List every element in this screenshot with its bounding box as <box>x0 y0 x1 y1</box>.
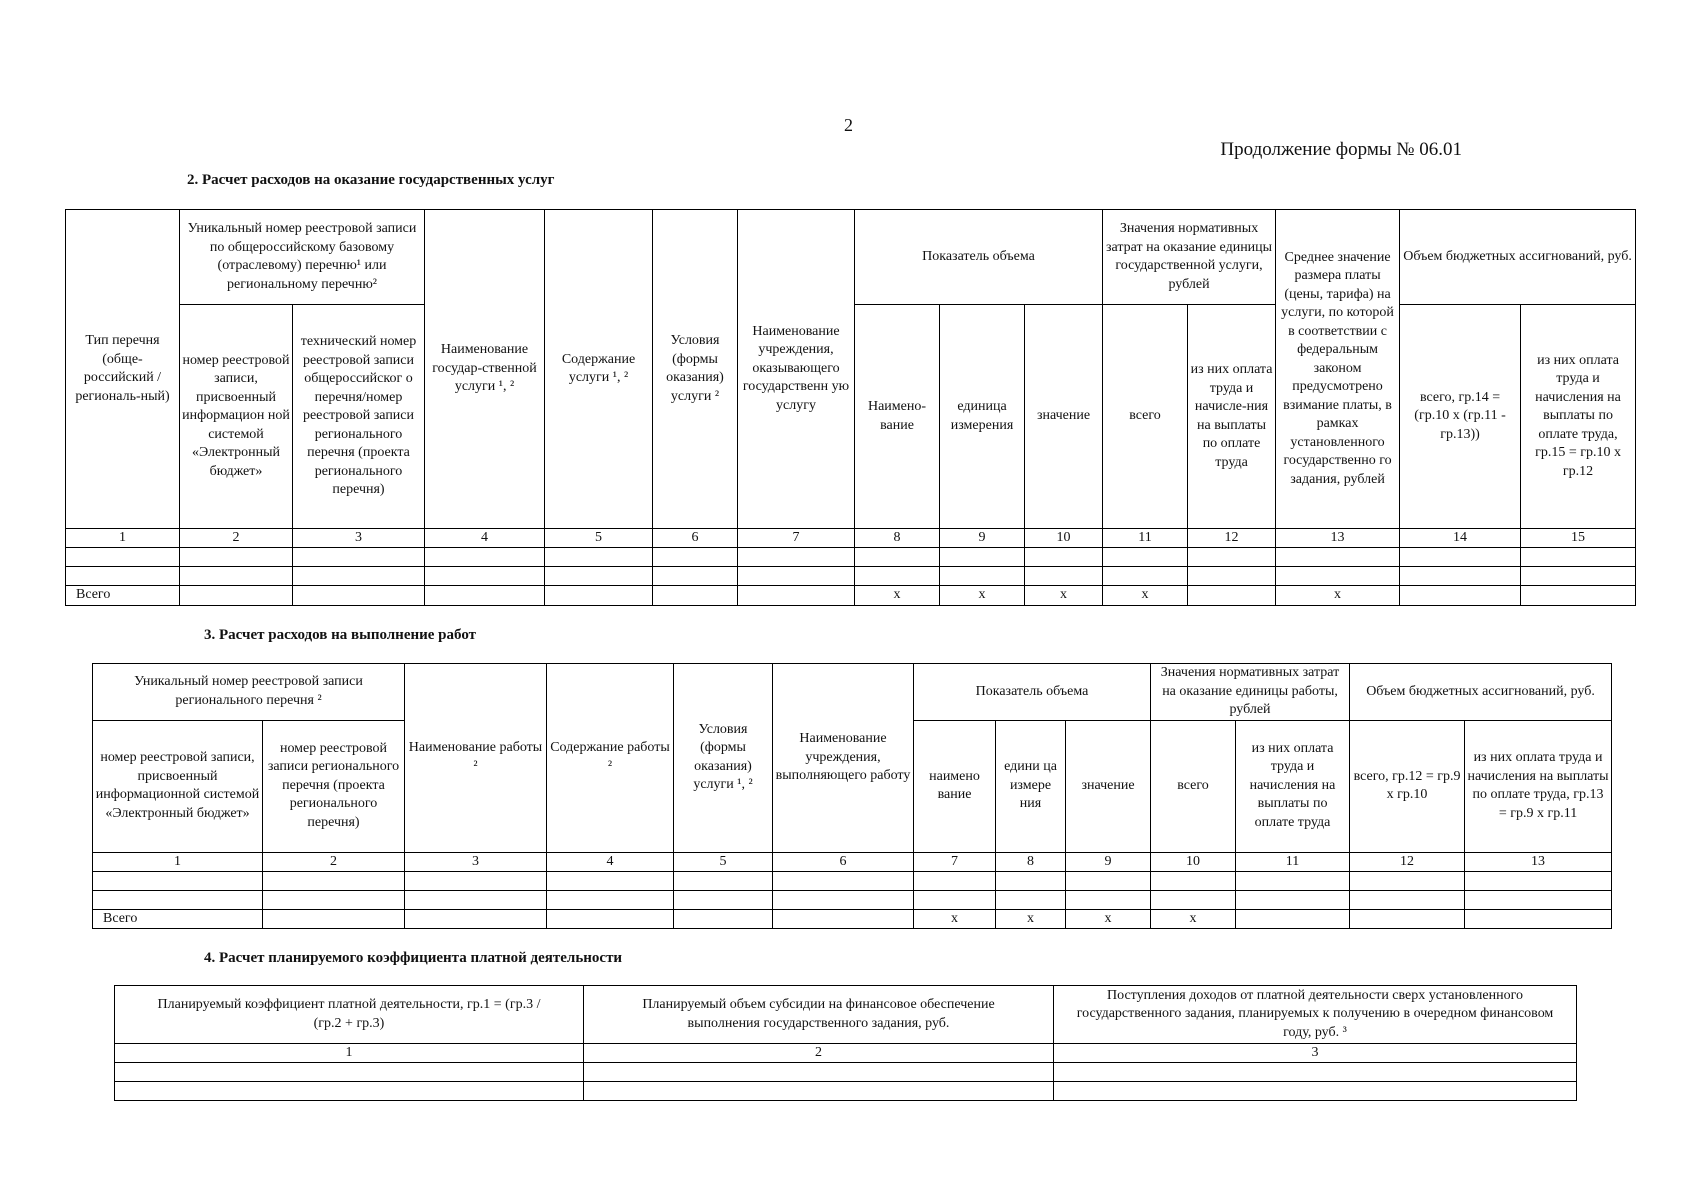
column-number: 1 <box>66 529 180 548</box>
column-number: 12 <box>1188 529 1276 548</box>
header-registry-number: номер реестровой записи, присвоенный информацион ной системой «Электронный бюджет» <box>180 305 293 529</box>
section-2-title: 2. Расчет расходов на оказание государственных услуг <box>187 172 555 188</box>
table-row <box>93 890 1612 909</box>
header-service-conditions: Условия (формы оказания) услуги ² <box>653 210 738 529</box>
column-number: 2 <box>263 852 405 871</box>
column-number: 8 <box>996 852 1066 871</box>
column-number: 3 <box>405 852 547 871</box>
header-indicator-unit: единица измерения <box>940 305 1025 529</box>
table-row <box>93 871 1612 890</box>
column-number: 9 <box>1066 852 1151 871</box>
header-work-content: Содержание работы ² <box>547 664 674 853</box>
header-budget-labor: из них оплата труда и начисления на выплаты по оплате труда, гр.15 = гр.10 x гр.12 <box>1521 305 1636 529</box>
header-costs-labor: из них оплата труда и начисле-ния на выплаты по оплате труда <box>1188 305 1276 529</box>
table-row <box>115 1063 1577 1082</box>
header-indicator-name: наимено вание <box>914 720 996 852</box>
column-number: 7 <box>914 852 996 871</box>
header-budget-total: всего, гр.12 = гр.9 x гр.10 <box>1350 720 1465 852</box>
header-indicator-value: значение <box>1066 720 1151 852</box>
total-cell: x <box>940 586 1025 606</box>
header-normative-costs: Значения нормативных затрат на оказание единицы работы, рублей <box>1151 664 1350 721</box>
total-cell: x <box>1066 909 1151 929</box>
header-work-name: Наименование работы ² <box>405 664 547 853</box>
header-indicator-unit: едини ца измере ния <box>996 720 1066 852</box>
total-cell: x <box>1276 586 1400 606</box>
table-row <box>66 548 1636 567</box>
header-planned-coefficient: Планируемый коэффициент платной деятельности, гр.1 = (гр.3 / (гр.2 + гр.3) <box>115 986 584 1044</box>
header-registry-group: Уникальный номер реестровой записи регионального перечня ² <box>93 664 405 721</box>
column-number: 10 <box>1025 529 1103 548</box>
header-costs-total: всего <box>1103 305 1188 529</box>
column-number: 2 <box>180 529 293 548</box>
column-number: 5 <box>674 852 773 871</box>
column-number: 12 <box>1350 852 1465 871</box>
header-costs-total: всего <box>1151 720 1236 852</box>
header-volume-indicator: Показатель объема <box>914 664 1151 721</box>
total-cell: x <box>914 909 996 929</box>
total-cell: x <box>1151 909 1236 929</box>
column-number: 11 <box>1103 529 1188 548</box>
column-number-row <box>66 529 1636 548</box>
header-planned-subsidy: Планируемый объем субсидии на финансовое обеспечение выполнения государственного задания, руб. <box>584 986 1054 1044</box>
section-4-title: 4. Расчет планируемого коэффициента платной деятельности <box>204 950 623 966</box>
form-continuation-label: Продолжение формы № 06.01 <box>1220 139 1462 160</box>
column-number: 9 <box>940 529 1025 548</box>
total-cell: x <box>1103 586 1188 606</box>
services-cost-table <box>65 209 1636 606</box>
header-normative-costs: Значения нормативных затрат на оказание единицы государственной услуги, рублей <box>1103 210 1276 305</box>
column-number: 11 <box>1236 852 1350 871</box>
header-institution: Наименование учреждения, оказывающего государственн ую услугу <box>738 210 855 529</box>
header-registry-number: номер реестровой записи, присвоенный информационной системой «Электронный бюджет» <box>93 720 263 852</box>
column-number: 2 <box>584 1044 1054 1063</box>
header-service-name: Наименование государ-ственной услуги ¹, ² <box>425 210 545 529</box>
column-number: 3 <box>1054 1044 1577 1063</box>
column-number: 6 <box>773 852 914 871</box>
header-costs-labor: из них оплата труда и начисления на выплаты по оплате труда <box>1236 720 1350 852</box>
column-number: 3 <box>293 529 425 548</box>
total-cell: x <box>996 909 1066 929</box>
header-budget-labor: из них оплата труда и начисления на выплаты по оплате труда, гр.13 = гр.9 x гр.11 <box>1465 720 1612 852</box>
header-technical-number: технический номер реестровой записи общероссийског о перечня/номер реестровой записи регионального перечня (проекта регионального перечня) <box>293 305 425 529</box>
column-number-row <box>115 1044 1577 1063</box>
page-number: 2 <box>844 115 853 135</box>
total-cell: x <box>855 586 940 606</box>
column-number: 6 <box>653 529 738 548</box>
paid-activity-coefficient-table <box>114 985 1577 1101</box>
column-number: 8 <box>855 529 940 548</box>
header-institution: Наименование учреждения, выполняющего работу <box>773 664 914 853</box>
header-registry-group: Уникальный номер реестровой записи по общероссийскому базовому (отраслевому) перечню¹ или региональному перечню² <box>180 210 425 305</box>
total-label: Всего <box>66 586 180 606</box>
header-indicator-value: значение <box>1025 305 1103 529</box>
header-indicator-name: Наимено-вание <box>855 305 940 529</box>
column-number: 10 <box>1151 852 1236 871</box>
header-average-fee: Среднее значение размера платы (цены, тарифа) на услуги, по которой в соответствии с федеральным законом предусмотрено взимание платы, в рамках установленного государственно го задания, рублей <box>1276 210 1400 529</box>
header-service-content: Содержание услуги ¹, ² <box>545 210 653 529</box>
column-number: 1 <box>115 1044 584 1063</box>
table-row <box>66 567 1636 586</box>
section-3-title: 3. Расчет расходов на выполнение работ <box>204 627 476 643</box>
column-number: 15 <box>1521 529 1636 548</box>
column-number: 4 <box>547 852 674 871</box>
header-list-type: Тип перечня (обще-российский / региональ-ный) <box>66 210 180 529</box>
header-paid-income: Поступления доходов от платной деятельности сверх установленного государственного задания, планируемых к получению в очередном финансовом году, руб. ³ <box>1054 986 1577 1044</box>
header-work-conditions: Условия (формы оказания) услуги ¹, ² <box>674 664 773 853</box>
total-cell: x <box>1025 586 1103 606</box>
column-number: 7 <box>738 529 855 548</box>
header-budget-total: всего, гр.14 = (гр.10 x (гр.11 - гр.13)) <box>1400 305 1521 529</box>
total-label: Всего <box>93 909 263 929</box>
header-volume-indicator: Показатель объема <box>855 210 1103 305</box>
total-row <box>66 586 1636 606</box>
column-number: 1 <box>93 852 263 871</box>
table-row <box>115 1082 1577 1101</box>
total-row <box>93 909 1612 929</box>
header-budget-volume: Объем бюджетных ассигнований, руб. <box>1350 664 1612 721</box>
column-number: 13 <box>1276 529 1400 548</box>
column-number: 4 <box>425 529 545 548</box>
works-cost-table <box>92 663 1612 929</box>
column-number: 5 <box>545 529 653 548</box>
column-number-row <box>93 852 1612 871</box>
column-number: 13 <box>1465 852 1612 871</box>
header-regional-number: номер реестровой записи регионального перечня (проекта регионального перечня) <box>263 720 405 852</box>
header-budget-volume: Объем бюджетных ассигнований, руб. <box>1400 210 1636 305</box>
column-number: 14 <box>1400 529 1521 548</box>
